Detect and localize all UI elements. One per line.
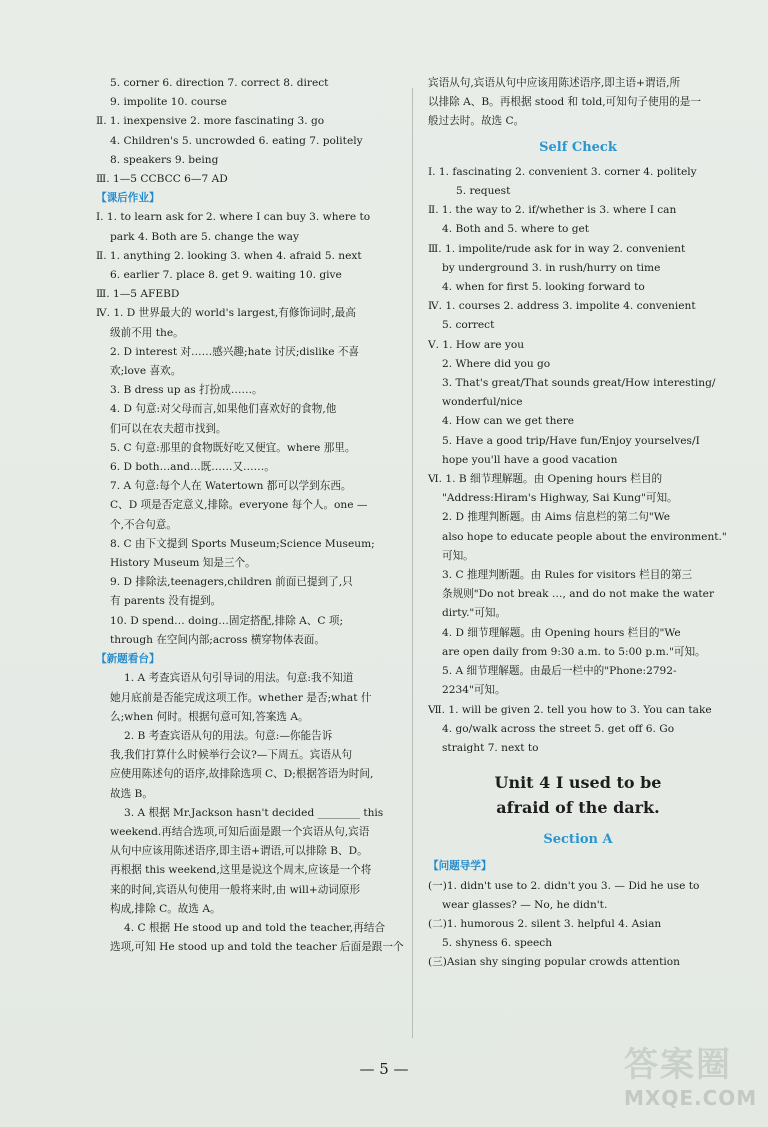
- answer-line: 5. C 句意:那里的食物既好吃又便宜。where 那里。: [110, 441, 356, 454]
- answer-line: Ⅲ. 1. impolite/rude ask for in way 2. convenient: [428, 242, 686, 255]
- self-check-title: Self Check: [539, 139, 617, 155]
- column-divider: [412, 88, 413, 1038]
- unit-title: [428, 770, 728, 820]
- answer-line: (三)Asian shy singing popular crowds attention: [428, 956, 680, 969]
- answer-line: 故选 B。: [110, 787, 153, 800]
- answer-line: 6. earlier 7. place 8. get 9. waiting 10. give: [110, 269, 342, 282]
- answer-line: 构成,排除 C。故选 A。: [110, 902, 221, 915]
- answer-line: Ⅲ. 1—5 CCBCC 6—7 AD: [96, 173, 228, 186]
- answer-line: 再根据 this weekend,这里是说这个周末,应该是一个将: [110, 864, 372, 877]
- answer-line: 选项,可知 He stood up and told the teacher 后面是跟一个: [110, 941, 404, 954]
- answer-line: 级前不用 the。: [110, 326, 184, 339]
- answer-line: 1. A 考查宾语从句引导词的用法。句意:我不知道: [124, 672, 354, 685]
- section-heading: 【课后作业】: [96, 192, 160, 205]
- answer-line: 可知。: [442, 549, 474, 562]
- answer-line: 2234"可知。: [442, 684, 506, 697]
- answer-line: Ⅲ. 1—5 AFEBD: [96, 288, 180, 301]
- answer-line: dirty."可知。: [442, 607, 507, 620]
- answer-line: wear glasses? — No, he didn't.: [442, 898, 608, 911]
- answer-line: Ⅳ. 1. D 世界最大的 world's largest,有修饰词时,最高: [96, 307, 356, 320]
- answer-line: Ⅶ. 1. will be given 2. tell you how to 3. You can take: [428, 703, 712, 716]
- answer-line: 从句中应该用陈述语序,即主语+谓语,可以排除 B、D。: [110, 845, 368, 858]
- section-a-answers: [428, 857, 728, 972]
- answer-line: 4. D 句意:对父母而言,如果他们喜欢好的食物,他: [110, 403, 337, 416]
- answer-line: 4. C 根据 He stood up and told the teacher,再结合: [124, 921, 386, 934]
- answer-line: 8. speakers 9. being: [110, 153, 219, 166]
- answer-line: Ⅰ. 1. fascinating 2. convenient 3. corner 4. politely: [428, 165, 697, 178]
- answer-line: 3. A 根据 Mr.Jackson hasn't decided ________ this: [124, 806, 384, 819]
- answer-line: 9. impolite 10. course: [110, 96, 227, 109]
- answer-line: straight 7. next to: [442, 741, 539, 754]
- answer-line: 个,不合句意。: [110, 518, 177, 531]
- answer-line: "Address:Hiram's Highway, Sai Kung"可知。: [442, 492, 678, 505]
- answer-line: 4. Both and 5. where to get: [442, 223, 590, 236]
- answer-line: 9. D 排除法,teenagers,children 前面已提到了,只: [110, 576, 353, 589]
- answer-line: 5. Have a good trip/Have fun/Enjoy yourselves/I: [442, 434, 700, 447]
- section-title: Section A: [543, 832, 613, 848]
- watermark-logo: 答案圈: [624, 1045, 732, 1085]
- answer-line: 条规则"Do not break …, and do not make the water: [442, 588, 715, 601]
- page-number: — 5 —: [359, 1060, 409, 1078]
- answer-line: 3. C 推理判断题。由 Rules for visitors 栏目的第三: [442, 569, 693, 582]
- right-column: [428, 74, 728, 973]
- answer-line: 5. correct: [442, 319, 495, 332]
- answer-line: hope you'll have a good vacation: [442, 453, 618, 466]
- answer-line: 2. B 考查宾语从句的用法。句意:—你能告诉: [124, 729, 333, 742]
- answer-line: also hope to educate people about the environment.": [442, 530, 727, 543]
- section-heading: 【问题导学】: [428, 860, 492, 873]
- answer-line: weekend.再结合选项,可知后面是跟一个宾语从句,宾语: [110, 825, 370, 838]
- answer-line: 4. when for first 5. looking forward to: [442, 281, 645, 294]
- answer-line: 欢;love 喜欢。: [110, 365, 182, 378]
- answer-line: 以排除 A、B。再根据 stood 和 told,可知句子使用的是一: [428, 96, 701, 109]
- answer-line: park 4. Both are 5. change the way: [110, 230, 299, 243]
- answer-line: 5. request: [456, 185, 511, 198]
- section-heading: 【新题看台】: [96, 653, 160, 666]
- answer-line: Ⅳ. 1. courses 2. address 3. impolite 4. convenient: [428, 300, 696, 313]
- answer-line: 4. go/walk across the street 5. get off 6. Go: [442, 722, 675, 735]
- answer-line: 5. A 细节理解题。由最后一栏中的"Phone:2792-: [442, 665, 677, 678]
- answer-line: 2. Where did you go: [442, 357, 551, 370]
- answer-line: 有 parents 没有提到。: [110, 595, 222, 608]
- unit-title-line-2: afraid of the dark.: [496, 798, 660, 818]
- answer-line: wonderful/nice: [442, 396, 523, 409]
- answer-line: 5. corner 6. direction 7. correct 8. direct: [110, 77, 329, 89]
- answer-line: through 在空间内部;across 横穿物体表面。: [110, 633, 325, 646]
- answer-line: Ⅰ. 1. to learn ask for 2. where I can buy 3. where to: [96, 211, 371, 224]
- answer-line: (二)1. humorous 2. silent 3. helpful 4. Asian: [428, 917, 662, 930]
- answer-line: 2. D 推理判断题。由 Aims 信息栏的第二句"We: [442, 511, 671, 524]
- answer-line: are open daily from 9:30 a.m. to 5:00 p.m."可知。: [442, 645, 706, 658]
- answer-line: Ⅴ. 1. How are you: [428, 338, 525, 351]
- answer-line: 10. D spend… doing…固定搭配,排除 A、C 项;: [110, 614, 344, 627]
- answer-line: Ⅱ. 1. inexpensive 2. more fascinating 3. go: [96, 115, 325, 128]
- left-column: [96, 74, 404, 957]
- answer-line: 宾语从句,宾语从句中应该用陈述语序,即主语+谓语,所: [428, 77, 681, 89]
- answer-line: 她月底前是否能完成这项工作。whether 是否;what 什: [110, 691, 372, 704]
- answer-line: 6. D both…and…既……又……。: [110, 461, 275, 474]
- self-check-answers: [428, 163, 728, 758]
- answer-line: 8. C 由下文提到 Sports Museum;Science Museum;: [110, 537, 375, 550]
- unit-title-line-1: Unit 4 I used to be: [494, 773, 662, 793]
- answer-line: 3. B dress up as 打扮成……。: [110, 384, 263, 397]
- answer-line: 4. Children's 5. uncrowded 6. eating 7. politely: [110, 134, 363, 147]
- answer-line: (一)1. didn't use to 2. didn't you 3. — Did he use to: [428, 879, 700, 892]
- answer-line: 5. shyness 6. speech: [442, 937, 553, 950]
- watermark: [624, 1037, 758, 1119]
- answer-line: Ⅵ. 1. B 细节理解题。由 Opening hours 栏目的: [428, 473, 663, 486]
- answer-line: Ⅱ. 1. the way to 2. if/whether is 3. where I can: [428, 204, 677, 217]
- answer-line: C、D 项是否定意义,排除。everyone 每个人。one —: [110, 499, 368, 512]
- answer-line: Ⅱ. 1. anything 2. looking 3. when 4. afraid 5. next: [96, 249, 362, 262]
- answer-line: 应使用陈述句的语序,故排除选项 C、D;根据答语为时间,: [110, 768, 374, 781]
- answer-line: 来的时间,宾语从句使用一般将来时,由 will+动词原形: [110, 883, 361, 896]
- answer-line: 们可以在农夫超市找到。: [110, 422, 227, 435]
- answer-line: 么;when 何时。根据句意可知,答案选 A。: [110, 710, 309, 723]
- answer-line: 4. D 细节理解题。由 Opening hours 栏目的"We: [442, 626, 681, 639]
- answer-line: by underground 3. in rush/hurry on time: [442, 261, 661, 274]
- answer-line: 我,我们打算什么时候举行会议?—下周五。宾语从句: [110, 749, 353, 762]
- answer-line: 4. How can we get there: [442, 415, 575, 428]
- answer-line: History Museum 知是三个。: [110, 557, 256, 570]
- answer-line: 2. D interest 对……感兴趣;hate 讨厌;dislike 不喜: [110, 345, 360, 358]
- answer-line: 7. A 句意:每个人在 Watertown 都可以学到东西。: [110, 480, 352, 493]
- answer-line: 般过去时。故选 C。: [428, 115, 525, 128]
- watermark-url: MXQE.COM: [624, 1086, 758, 1110]
- right-top-block: [428, 74, 728, 132]
- answer-line: 3. That's great/That sounds great/How interesting/: [442, 377, 716, 390]
